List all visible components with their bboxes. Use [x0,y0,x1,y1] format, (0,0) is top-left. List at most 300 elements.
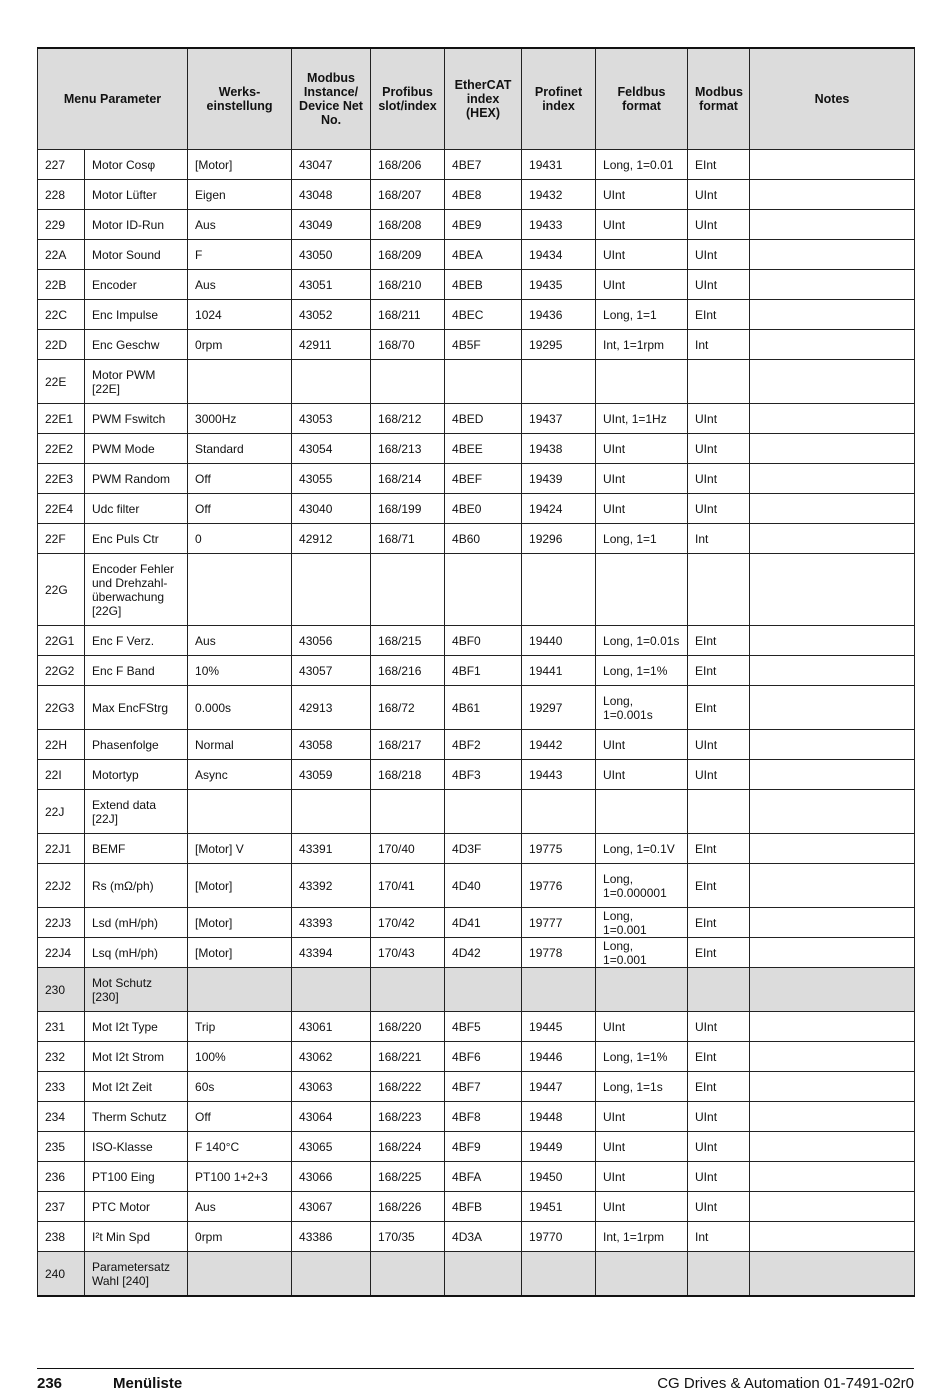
modbus-instance-cell [292,1252,371,1297]
table-row [38,790,915,834]
header-modbus-instance: Modbus Instance/ Device Net No. [292,48,371,150]
table-row [38,1012,915,1042]
modbus-instance-cell [292,790,371,834]
header-feldbus-format: Feldbus format [596,48,688,150]
modbus-format-cell: EInt [688,938,750,968]
table-row [38,494,915,524]
notes-cell [750,330,915,360]
profinet-cell: 19775 [522,834,596,864]
modbus-format-cell [688,1252,750,1297]
default-value-cell: 0rpm [188,330,292,360]
menu-number-cell: 22G2 [38,656,85,686]
profinet-cell: 19437 [522,404,596,434]
ethercat-cell: 4D41 [445,908,522,938]
menu-number-cell: 22F [38,524,85,554]
feldbus-format-cell [596,968,688,1012]
profinet-cell: 19432 [522,180,596,210]
header-profinet: Profinet index [522,48,596,150]
table-row [38,656,915,686]
profinet-cell: 19770 [522,1222,596,1252]
modbus-instance-cell: 43050 [292,240,371,270]
table-row [38,270,915,300]
profinet-cell: 19433 [522,210,596,240]
default-value-cell: F 140°C [188,1132,292,1162]
notes-cell [750,464,915,494]
notes-cell [750,240,915,270]
menu-number-cell: 235 [38,1132,85,1162]
profibus-cell: 168/212 [371,404,445,434]
feldbus-format-cell: UInt [596,1162,688,1192]
notes-cell [750,938,915,968]
default-value-cell: Async [188,760,292,790]
modbus-instance-cell: 43064 [292,1102,371,1132]
profibus-cell: 168/218 [371,760,445,790]
modbus-instance-cell: 43065 [292,1132,371,1162]
ethercat-cell [445,1252,522,1297]
modbus-format-cell: UInt [688,464,750,494]
default-value-cell [188,360,292,404]
menu-number-cell: 22H [38,730,85,760]
notes-cell [750,270,915,300]
modbus-instance-cell: 43066 [292,1162,371,1192]
parameter-name-cell: PWM Fswitch [85,404,188,434]
modbus-instance-cell: 43055 [292,464,371,494]
profinet-cell: 19424 [522,494,596,524]
parameter-name-cell: Motor Cosφ [85,150,188,180]
table-row [38,864,915,908]
modbus-instance-cell: 43040 [292,494,371,524]
parameter-name-cell: Phasenfolge [85,730,188,760]
profibus-cell: 168/225 [371,1162,445,1192]
menu-number-cell: 22J1 [38,834,85,864]
parameter-name-cell: Enc Puls Ctr [85,524,188,554]
feldbus-format-cell: Long, 1=0.001 [596,938,688,968]
feldbus-format-cell: Long, 1=0.01s [596,626,688,656]
ethercat-cell: 4BFA [445,1162,522,1192]
profibus-cell: 168/222 [371,1072,445,1102]
menu-number-cell: 22B [38,270,85,300]
default-value-cell [188,968,292,1012]
profinet-cell: 19441 [522,656,596,686]
table-row [38,1072,915,1102]
modbus-instance-cell: 43057 [292,656,371,686]
menu-number-cell: 22A [38,240,85,270]
notes-cell [750,1042,915,1072]
modbus-instance-cell: 43392 [292,864,371,908]
parameter-name-cell: Rs (mΩ/ph) [85,864,188,908]
table-row [38,686,915,730]
profibus-cell: 168/206 [371,150,445,180]
ethercat-cell: 4BF2 [445,730,522,760]
ethercat-cell [445,360,522,404]
feldbus-format-cell: UInt [596,434,688,464]
profinet-cell: 19440 [522,626,596,656]
default-value-cell: [Motor] [188,908,292,938]
table-row [38,150,915,180]
profibus-cell: 170/42 [371,908,445,938]
profinet-cell: 19436 [522,300,596,330]
profinet-cell [522,968,596,1012]
parameter-name-cell: Motortyp [85,760,188,790]
modbus-instance-cell: 43056 [292,626,371,656]
menu-number-cell: 227 [38,150,85,180]
modbus-format-cell: UInt [688,1132,750,1162]
notes-cell [750,360,915,404]
modbus-format-cell: EInt [688,1042,750,1072]
modbus-format-cell: Int [688,330,750,360]
feldbus-format-cell: UInt, 1=1Hz [596,404,688,434]
modbus-format-cell: UInt [688,494,750,524]
notes-cell [750,834,915,864]
profibus-cell: 168/71 [371,524,445,554]
profinet-cell: 19431 [522,150,596,180]
menu-number-cell: 22E [38,360,85,404]
profibus-cell: 168/217 [371,730,445,760]
ethercat-cell [445,790,522,834]
default-value-cell: 0 [188,524,292,554]
modbus-instance-cell: 42913 [292,686,371,730]
table-row [38,180,915,210]
menu-number-cell: 238 [38,1222,85,1252]
notes-cell [750,656,915,686]
menu-number-cell: 234 [38,1102,85,1132]
profinet-cell: 19778 [522,938,596,968]
notes-cell [750,968,915,1012]
table-row [38,300,915,330]
parameter-name-cell: PWM Random [85,464,188,494]
parameter-name-cell: PWM Mode [85,434,188,464]
profibus-cell: 168/213 [371,434,445,464]
profibus-cell: 168/70 [371,330,445,360]
table-row [38,330,915,360]
profinet-cell: 19776 [522,864,596,908]
ethercat-cell: 4D3A [445,1222,522,1252]
profibus-cell: 168/211 [371,300,445,330]
ethercat-cell: 4BF1 [445,656,522,686]
notes-cell [750,434,915,464]
header-werkseinstellung: Werks- einstellung [188,48,292,150]
modbus-format-cell: EInt [688,300,750,330]
ethercat-cell: 4BEC [445,300,522,330]
modbus-format-cell: UInt [688,210,750,240]
profinet-cell [522,360,596,404]
profibus-cell: 168/208 [371,210,445,240]
profinet-cell [522,554,596,626]
profinet-cell: 19297 [522,686,596,730]
modbus-instance-cell [292,554,371,626]
table-row [38,210,915,240]
header-modbus-format: Modbus format [688,48,750,150]
header-menu-parameter: Menu Parameter [38,48,188,150]
profibus-cell: 168/199 [371,494,445,524]
table-row [38,554,915,626]
modbus-format-cell: Int [688,1222,750,1252]
notes-cell [750,1162,915,1192]
profinet-cell: 19438 [522,434,596,464]
modbus-format-cell [688,790,750,834]
modbus-format-cell: UInt [688,404,750,434]
modbus-format-cell: UInt [688,434,750,464]
menu-number-cell: 22E2 [38,434,85,464]
parameter-name-cell: Encoder Fehler und Drehzahl- überwachung [22G] [85,554,188,626]
feldbus-format-cell [596,790,688,834]
table-row [38,760,915,790]
profibus-cell: 168/224 [371,1132,445,1162]
profinet-cell: 19450 [522,1162,596,1192]
notes-cell [750,524,915,554]
profibus-cell: 168/220 [371,1012,445,1042]
menu-number-cell: 237 [38,1192,85,1222]
modbus-instance-cell: 43062 [292,1042,371,1072]
modbus-format-cell: EInt [688,686,750,730]
menu-number-cell: 22D [38,330,85,360]
ethercat-cell: 4BEF [445,464,522,494]
parameter-name-cell: Mot I2t Strom [85,1042,188,1072]
profinet-cell [522,790,596,834]
modbus-format-cell: UInt [688,240,750,270]
default-value-cell: Aus [188,210,292,240]
ethercat-cell: 4BF7 [445,1072,522,1102]
parameter-name-cell: Encoder [85,270,188,300]
parameter-name-cell: PTC Motor [85,1192,188,1222]
parameter-name-cell: Mot I2t Type [85,1012,188,1042]
modbus-instance-cell: 43061 [292,1012,371,1042]
parameter-name-cell: Enc Impulse [85,300,188,330]
default-value-cell: F [188,240,292,270]
table-row [38,1102,915,1132]
modbus-instance-cell: 43049 [292,210,371,240]
menu-number-cell: 22G1 [38,626,85,656]
notes-cell [750,1132,915,1162]
ethercat-cell: 4BE8 [445,180,522,210]
parameter-name-cell: Enc Geschw [85,330,188,360]
notes-cell [750,300,915,330]
parameter-name-cell: Enc F Band [85,656,188,686]
ethercat-cell: 4BF9 [445,1132,522,1162]
default-value-cell [188,1252,292,1297]
modbus-format-cell: UInt [688,1192,750,1222]
profibus-cell [371,554,445,626]
table-row [38,1252,915,1297]
table-row [38,1042,915,1072]
default-value-cell: [Motor] V [188,834,292,864]
notes-cell [750,180,915,210]
header-notes: Notes [750,48,915,150]
notes-cell [750,686,915,730]
default-value-cell: 10% [188,656,292,686]
parameter-name-cell: Motor PWM [22E] [85,360,188,404]
notes-cell [750,730,915,760]
menu-number-cell: 236 [38,1162,85,1192]
default-value-cell: Eigen [188,180,292,210]
section-name: Menüliste [113,1375,183,1392]
menu-number-cell: 231 [38,1012,85,1042]
profibus-cell [371,968,445,1012]
modbus-instance-cell: 43059 [292,760,371,790]
profinet-cell: 19434 [522,240,596,270]
table-row [38,626,915,656]
ethercat-cell: 4D42 [445,938,522,968]
table-row [38,1222,915,1252]
profinet-cell: 19447 [522,1072,596,1102]
profinet-cell: 19296 [522,524,596,554]
parameter-name-cell: PT100 Eing [85,1162,188,1192]
table-row [38,730,915,760]
default-value-cell: 60s [188,1072,292,1102]
modbus-instance-cell: 43053 [292,404,371,434]
modbus-instance-cell: 43048 [292,180,371,210]
modbus-format-cell: EInt [688,864,750,908]
modbus-format-cell [688,360,750,404]
profibus-cell: 168/207 [371,180,445,210]
feldbus-format-cell: UInt [596,240,688,270]
feldbus-format-cell: UInt [596,270,688,300]
ethercat-cell: 4BED [445,404,522,434]
modbus-instance-cell: 43052 [292,300,371,330]
ethercat-cell: 4BF5 [445,1012,522,1042]
feldbus-format-cell: UInt [596,464,688,494]
feldbus-format-cell: Long, 1=1% [596,656,688,686]
feldbus-format-cell: UInt [596,1132,688,1162]
feldbus-format-cell: UInt [596,730,688,760]
menu-number-cell: 22J3 [38,908,85,938]
ethercat-cell: 4BF6 [445,1042,522,1072]
notes-cell [750,404,915,434]
ethercat-cell: 4BF3 [445,760,522,790]
feldbus-format-cell [596,554,688,626]
ethercat-cell: 4D40 [445,864,522,908]
menu-number-cell: 22J2 [38,864,85,908]
notes-cell [750,626,915,656]
modbus-format-cell: Int [688,524,750,554]
modbus-format-cell: UInt [688,1102,750,1132]
profinet-cell: 19449 [522,1132,596,1162]
modbus-format-cell: UInt [688,1162,750,1192]
default-value-cell: Off [188,494,292,524]
modbus-format-cell: EInt [688,150,750,180]
modbus-instance-cell [292,360,371,404]
notes-cell [750,760,915,790]
default-value-cell: 0.000s [188,686,292,730]
parameter-name-cell: ISO-Klasse [85,1132,188,1162]
table-row [38,1162,915,1192]
default-value-cell: 3000Hz [188,404,292,434]
parameter-name-cell: Lsd (mH/ph) [85,908,188,938]
profinet-cell: 19295 [522,330,596,360]
profinet-cell [522,1252,596,1297]
menu-number-cell: 22I [38,760,85,790]
default-value-cell: 100% [188,1042,292,1072]
ethercat-cell: 4BF0 [445,626,522,656]
parameter-name-cell: Extend data [22J] [85,790,188,834]
feldbus-format-cell: Long, 1=1% [596,1042,688,1072]
parameter-name-cell: Mot I2t Zeit [85,1072,188,1102]
table-row [38,360,915,404]
modbus-instance-cell: 43394 [292,938,371,968]
profibus-cell: 170/40 [371,834,445,864]
parameter-name-cell: Mot Schutz [230] [85,968,188,1012]
table-row [38,404,915,434]
profinet-cell: 19442 [522,730,596,760]
ethercat-cell: 4B60 [445,524,522,554]
menu-number-cell: 22E3 [38,464,85,494]
ethercat-cell: 4BFB [445,1192,522,1222]
ethercat-cell: 4B61 [445,686,522,730]
modbus-instance-cell: 43063 [292,1072,371,1102]
default-value-cell: Aus [188,1192,292,1222]
modbus-format-cell: UInt [688,1012,750,1042]
profinet-cell: 19439 [522,464,596,494]
table-row [38,434,915,464]
feldbus-format-cell: UInt [596,760,688,790]
ethercat-cell: 4D3F [445,834,522,864]
modbus-instance-cell: 43051 [292,270,371,300]
notes-cell [750,864,915,908]
modbus-format-cell: EInt [688,656,750,686]
modbus-format-cell: EInt [688,834,750,864]
parameter-name-cell: Enc F Verz. [85,626,188,656]
header-ethercat: EtherCAT index (HEX) [445,48,522,150]
feldbus-format-cell: Long, 1=1 [596,524,688,554]
feldbus-format-cell: UInt [596,1192,688,1222]
notes-cell [750,1252,915,1297]
modbus-instance-cell: 43047 [292,150,371,180]
notes-cell [750,1192,915,1222]
profibus-cell: 168/216 [371,656,445,686]
menu-number-cell: 22G3 [38,686,85,730]
profibus-cell: 170/41 [371,864,445,908]
modbus-instance-cell: 43054 [292,434,371,464]
modbus-format-cell: EInt [688,626,750,656]
menu-number-cell: 22C [38,300,85,330]
feldbus-format-cell: Long, 1=0.1V [596,834,688,864]
parameter-name-cell: Motor Sound [85,240,188,270]
ethercat-cell: 4BF8 [445,1102,522,1132]
notes-cell [750,1072,915,1102]
notes-cell [750,554,915,626]
ethercat-cell: 4BEA [445,240,522,270]
parameter-table [37,47,915,1297]
profibus-cell: 168/209 [371,240,445,270]
menu-number-cell: 22J [38,790,85,834]
footer-rule [37,1368,914,1369]
feldbus-format-cell: Long, 1=0.01 [596,150,688,180]
menu-number-cell: 22J4 [38,938,85,968]
default-value-cell: [Motor] [188,150,292,180]
table-body [38,150,915,1297]
menu-number-cell: 233 [38,1072,85,1102]
profibus-cell: 170/43 [371,938,445,968]
default-value-cell: Normal [188,730,292,760]
feldbus-format-cell [596,1252,688,1297]
ethercat-cell: 4B5F [445,330,522,360]
profibus-cell: 168/72 [371,686,445,730]
profibus-cell [371,1252,445,1297]
table-row [38,240,915,270]
feldbus-format-cell: Int, 1=1rpm [596,1222,688,1252]
default-value-cell: Off [188,1102,292,1132]
ethercat-cell: 4BE9 [445,210,522,240]
feldbus-format-cell: UInt [596,1102,688,1132]
modbus-format-cell: EInt [688,1072,750,1102]
modbus-format-cell: UInt [688,180,750,210]
parameter-name-cell: Udc filter [85,494,188,524]
page-number: 236 [37,1375,63,1392]
parameter-name-cell: Therm Schutz [85,1102,188,1132]
profibus-cell: 168/223 [371,1102,445,1132]
parameter-name-cell: Motor Lüfter [85,180,188,210]
parameter-name-cell: Motor ID-Run [85,210,188,240]
